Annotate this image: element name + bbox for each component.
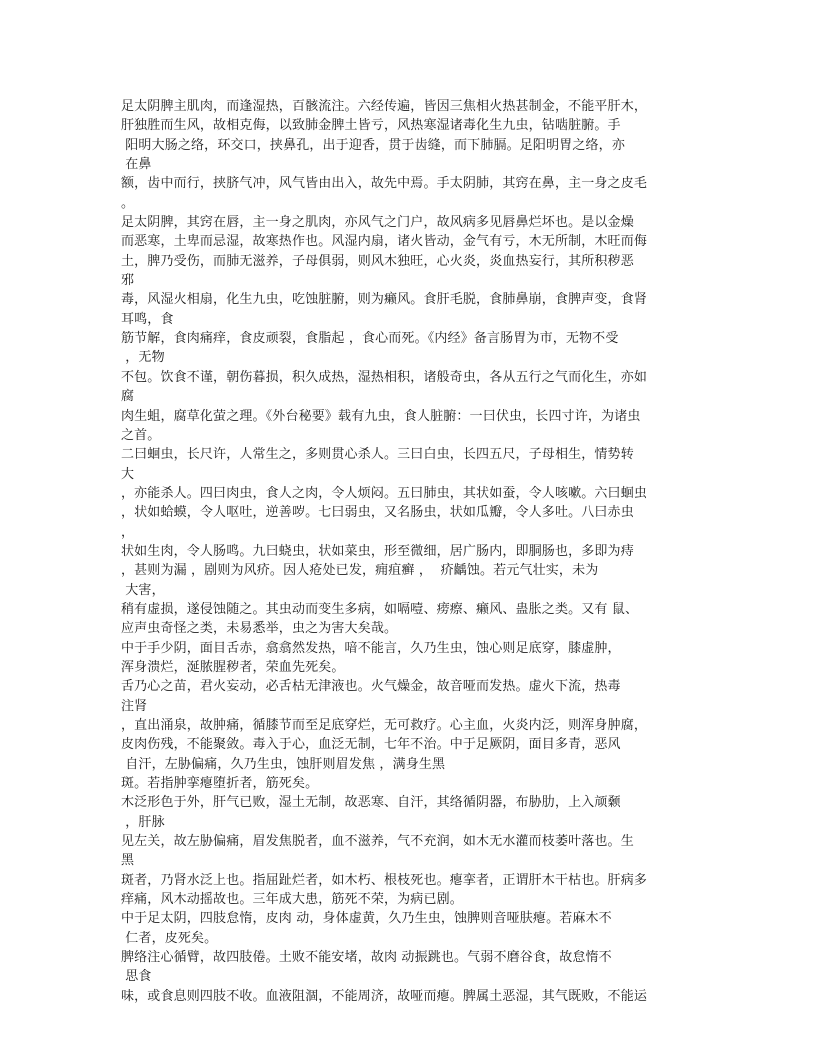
text-line: 之首。 <box>121 427 161 443</box>
text-line: 耳鸣，食 <box>121 311 174 327</box>
text-line: 。 <box>121 195 135 211</box>
text-line: 土，脾乃受伤，而肺无滋养，子母俱弱，则风木独旺，心火炎，炎血热妄行，其所积秽恶 <box>121 253 634 269</box>
text-line: 大 <box>121 466 135 482</box>
text-line: 黑 <box>121 853 135 869</box>
text-line: 邪 <box>121 273 135 289</box>
text-line: ，甚则为漏 ，剧则为风疥。因人疮处已发，痈疽癣 ， 疥齲蚀。若元气壮实，未为 <box>121 563 599 579</box>
text-line: 脾络注心循臂，故四肢倦。土败不能安堵，故肉 动振跳也。气弱不磨谷食，故怠惰不 <box>121 950 612 966</box>
text-line: ，肝脉 <box>121 814 165 830</box>
text-line: 中于手少阴，面目舌赤，翕翕然发热，喑不能言，久乃生虫，蚀心则足底穿，膝虚肿， <box>121 640 621 656</box>
text-line: 状如生肉，令人肠鸣。九曰蛲虫，状如菜虫，形至微细，居广肠内，即胴肠也，多即为痔 <box>121 543 634 559</box>
text-line: 见左关，故左胁偏痛，眉发焦脱者，血不滋养，气不充润，如木无水灌而枝萎叶落也。生 <box>121 834 634 850</box>
text-line: 而恶寒，土卑而忌湿，故寒热作也。风湿内扇，诸火皆动，金气有亏，木无所制，木旺而侮 <box>121 234 648 250</box>
text-line: 痒痛，风木动摇故也。三年成大患，筋死不荣，为病已剧。 <box>121 892 463 908</box>
text-line: 筋节解，食肉痛痒，食皮顽裂，食脂起 ，食心而死。《内经》备言肠胃为市，无物不受 <box>121 331 619 347</box>
text-line: 在鼻 <box>121 157 152 173</box>
text-line: 中于足太阴，四肢怠惰，皮肉 动，身体虚黄，久乃生虫，蚀脾则音哑肤瘪。若麻木不 <box>121 911 612 927</box>
text-line: 毒，风湿火相扇，化生九虫，吃蚀脏腑，则为癞风。食肝毛脱，食肺鼻崩，食脾声变，食肾 <box>121 292 648 308</box>
text-line: 木泛形色于外，肝气已败，湿土无制，故恶寒、自汗，其络循阴器，布胁肋，上入颃颡 <box>121 795 621 811</box>
text-line: ，无物 <box>121 350 165 366</box>
text-line: 阳明大肠之络，环交口，挟鼻孔，出于迎香，贯于齿缝，而下肺膈。足阳明胃之络，亦 <box>121 137 625 153</box>
text-line: 稍有虚损，遂侵蚀随之。其虫动而变生多病，如嗝噎、痨瘵、癞风、蛊胀之类。又有 鼠、 <box>121 601 639 617</box>
text-line: ，直出涌泉，故肿痛，循膝节而至足底穿烂，无可救疗。心主血，火炎内泛，则浑身肿腐， <box>121 718 648 733</box>
text-line: 注肾 <box>121 698 148 714</box>
text-line: ，亦能杀人。四曰肉虫，食人之肉，令人烦闷。五曰肺虫，其状如蚕，令人咳嗽。六曰蛔虫 <box>121 485 648 501</box>
text-line: 肉生蛆，腐草化萤之理。《外台秘要》载有九虫，食人脏腑：一曰伏虫，长四寸许，为诸虫 <box>121 408 641 424</box>
text-line: ， <box>121 524 135 540</box>
text-line: 腐 <box>121 389 135 405</box>
text-line: 舌乃心之苗，君火妄动，必舌枯无津液也。火气燥金，故音哑而发热。虚火下流，热毒 <box>121 679 621 695</box>
text-line: 浑身溃烂，涎脓腥秽者，荣血先死矣。 <box>121 659 345 675</box>
text-line: 自汗，左胁偏痛，久乃生虫，蚀肝则眉发焦 ，满身生黑 <box>121 756 446 772</box>
text-line: 仁者，皮死矣。 <box>121 930 218 946</box>
text-line: 大害， <box>121 582 165 598</box>
text-line: 额，齿中而行，挟脐气冲，风气皆由出入，故先中焉。手太阴肺，其窍在鼻，主一身之皮毛 <box>121 176 648 192</box>
text-line: 二曰蛔虫，长尺许，人常生之，多则贯心杀人。三曰白虫，长四五尺，子母相生，情势转 <box>121 447 634 463</box>
text-line: 味，或食息则四肢不收。血液阻涸，不能周济，故哑而瘪。脾属土恶湿，其气既败，不能运 <box>121 988 648 1004</box>
text-line: 皮肉伤残，不能聚敛。毒入于心，血泛无制，七年不治。中于足厥阴，面目多青，恶风 <box>121 737 621 753</box>
document-text <box>121 97 687 1006</box>
text-line: 足太阴脾主肌肉，而逢湿热，百骸流注。六经传遍，皆因三焦相火热甚制金，不能平肝木， <box>121 99 648 114</box>
text-line: 思食 <box>121 969 152 985</box>
text-line: 斑。若指肿挛瘪堕折者，筋死矣。 <box>121 776 319 792</box>
text-line: 足太阴脾，其窍在唇，主一身之肌肉，亦风气之门户，故风病多见唇鼻烂坏也。是以金燥 <box>121 215 634 231</box>
text-line: ，状如蛤蟆，令人呕吐，逆善哕。七曰弱虫，又名肠虫，状如瓜瓣，令人多吐。八曰赤虫 <box>121 505 634 521</box>
text-line: 斑者，乃肾水泛上也。指屈趾烂者，如木朽、根枝死也。瘪挛者，正谓肝木干枯也。肝病多 <box>121 872 648 888</box>
text-line: 不包。饮食不谨，朝伤暮损，积久成热，湿热相积，诸般奇虫，各从五行之气而化生，亦如 <box>121 369 648 385</box>
text-line: 应声虫奇怪之类，未易悉举，虫之为害大矣哉。 <box>121 621 398 637</box>
text-line: 肝独胜而生风，故相克侮，以致肺金脾土皆亏，风热寒湿诸毒化生九虫，钻啮脏腑。手 <box>121 118 621 134</box>
